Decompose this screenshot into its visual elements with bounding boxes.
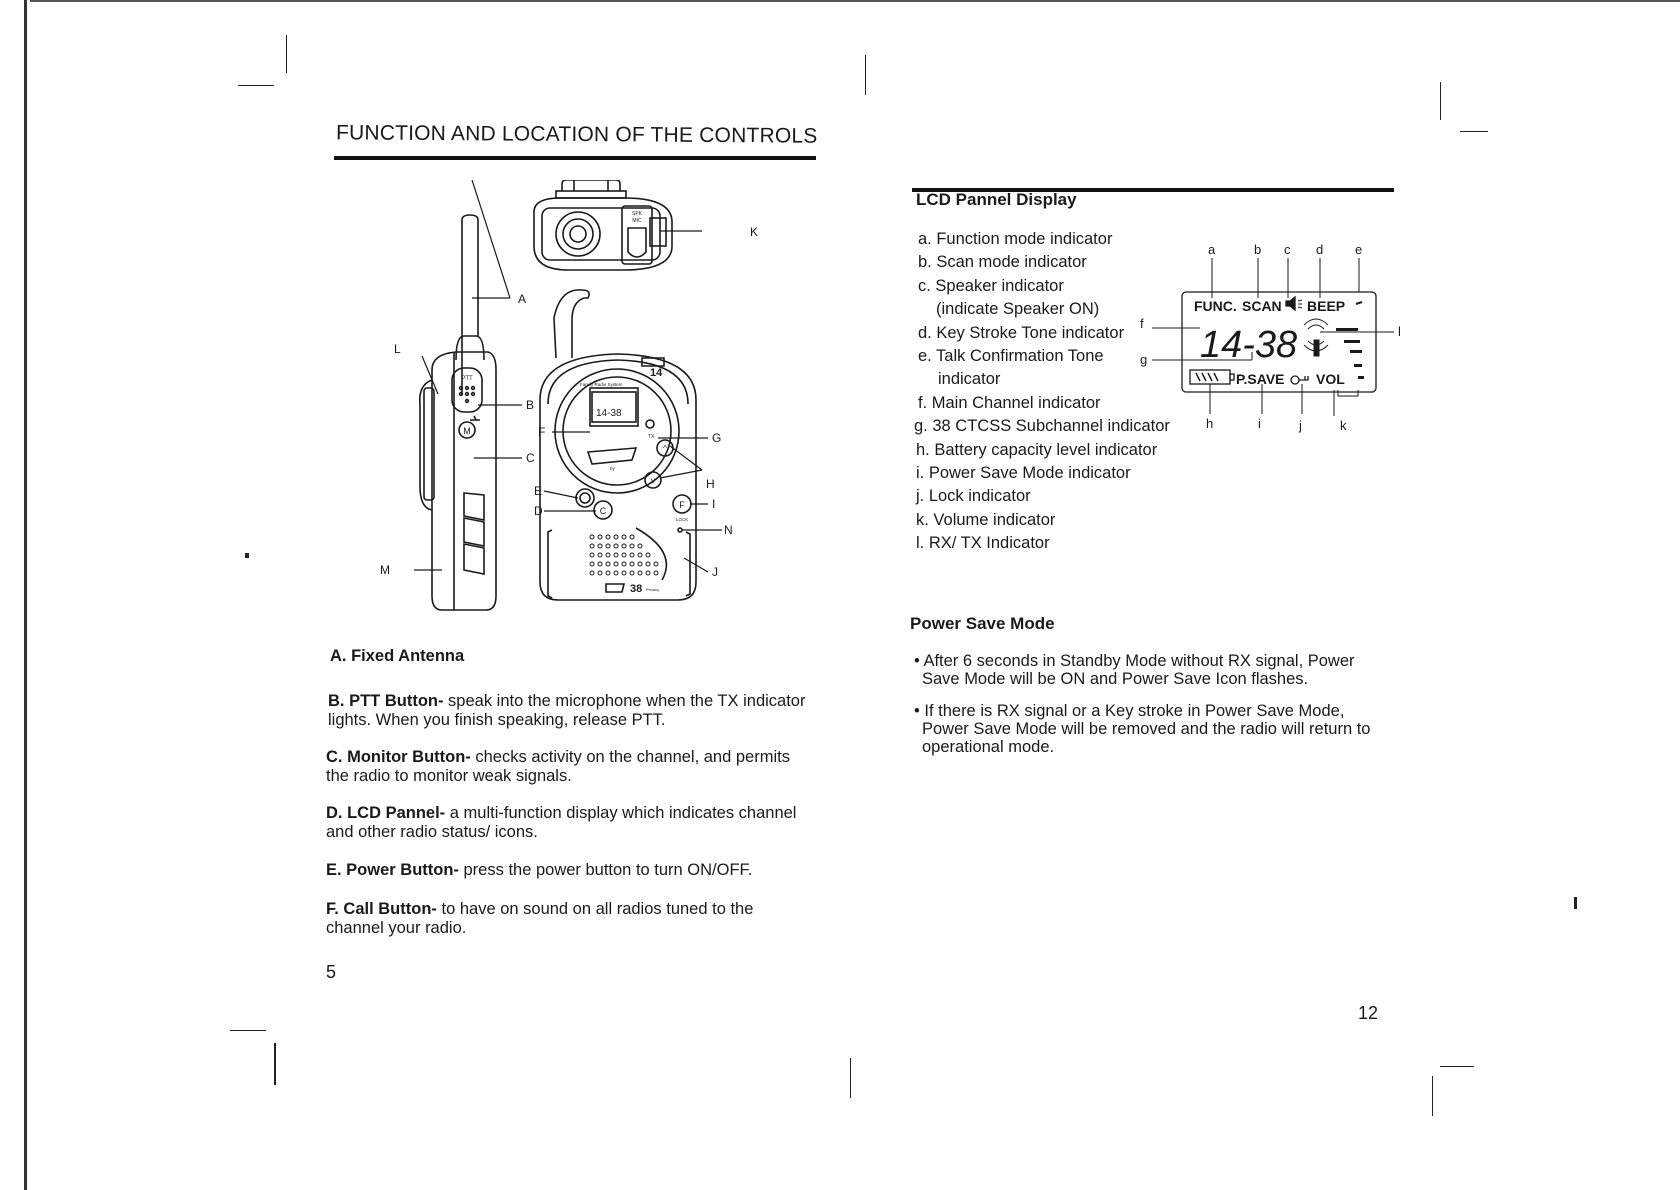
radio-m-button: M <box>463 426 471 436</box>
list-item: k. Volume indicator <box>916 510 1056 529</box>
item-b-label: B. PTT Button- <box>328 692 444 710</box>
callout-m: M <box>380 563 390 577</box>
list-item: indicator <box>938 370 1001 389</box>
item-e-label: E. Power Button- <box>326 861 459 879</box>
item-a-label: A. Fixed Antenna <box>330 647 465 665</box>
radio-top-view <box>534 180 672 270</box>
lcd-rxtx-icon <box>1304 319 1328 356</box>
lcd-lock-icon <box>1291 376 1308 384</box>
crop-mark <box>274 1043 276 1085</box>
lcd-letter-d: d <box>1316 244 1324 257</box>
item-d-label: D. LCD Pannel- <box>326 804 446 822</box>
lcd-beep: BEEP <box>1307 298 1346 314</box>
callout-n: N <box>724 523 733 537</box>
lcd-indicator-list <box>914 228 1170 556</box>
callout-i: I <box>712 497 716 511</box>
list-item: f. Main Channel indicator <box>918 393 1101 412</box>
page-number-right: 12 <box>1358 1003 1379 1023</box>
item-d <box>326 804 806 842</box>
title-rule <box>334 156 816 160</box>
callout-a: A <box>518 292 527 306</box>
radio-diagram <box>360 180 780 640</box>
bullet-text: If there is RX signal or a Key stroke in Power Save Mode, Power Save Mode will be removed and the radio will return to operational mode. <box>922 702 1371 756</box>
lcd-letter-i: i <box>1258 416 1261 431</box>
lcd-diagram <box>1140 244 1410 434</box>
radio-tx-label: TX <box>648 434 655 440</box>
scan-speck <box>1574 897 1577 909</box>
scan-edge-top <box>30 0 1680 2</box>
radio-side-view <box>420 215 496 610</box>
crop-mark <box>238 85 274 86</box>
callout-j: J <box>712 565 718 579</box>
radio-privacy-label: Privacy <box>646 587 660 592</box>
item-f <box>326 900 806 938</box>
radio-front-view <box>540 290 696 600</box>
callout-e: E <box>534 484 543 498</box>
radio-down-button: v <box>651 476 655 485</box>
callout-b: B <box>526 398 535 412</box>
item-e <box>326 861 806 880</box>
lcd-speaker-icon <box>1286 297 1295 310</box>
page-number-left: 5 <box>326 962 337 982</box>
item-e-text: press the power button to turn ON/OFF. <box>458 861 753 879</box>
list-item: c. Speaker indicator <box>918 276 1064 295</box>
callout-k: K <box>750 225 759 239</box>
radio-channels-label: 38 <box>630 583 643 595</box>
callout-c: C <box>526 451 535 465</box>
radio-lcd-digits: 14-38 <box>596 408 622 419</box>
item-d-text: a multi-function display which indicates channel and other radio status/ icons. <box>326 804 797 841</box>
lcd-letter-b: b <box>1254 244 1262 257</box>
radio-spk-label: SPK <box>631 211 643 217</box>
list-item: b. Scan mode indicator <box>918 253 1087 272</box>
lcd-letter-j: j <box>1299 418 1302 433</box>
list-item: g. 38 CTCSS Subchannel indicator <box>914 417 1170 436</box>
lcd-func: FUNC. <box>1194 298 1237 314</box>
lcd-letter-k: k <box>1340 418 1347 433</box>
item-b-text: speak into the microphone when the TX indicator lights. When you finish speaking, release PTT. <box>328 692 806 729</box>
speaker-grille <box>590 535 658 575</box>
radio-mic-label: MIC <box>632 218 642 224</box>
item-c-label: C. Monitor Button- <box>326 748 471 766</box>
item-f-text: to have on sound on all radios tuned to the channel your radio. <box>326 900 754 937</box>
radio-model-label: 14 <box>650 367 663 379</box>
scan-speck <box>245 553 249 558</box>
radio-lock-label: LOCK <box>676 517 689 522</box>
bullet-icon: • <box>914 652 924 670</box>
crop-mark <box>1440 82 1441 120</box>
crop-mark <box>286 35 287 73</box>
radio-ptt-label: PTT <box>461 376 473 382</box>
lcd-digits: 14-38 <box>1200 324 1298 366</box>
callout-h: H <box>706 477 715 491</box>
lcd-heading: LCD Pannel Display <box>916 190 1077 209</box>
item-b <box>328 692 808 730</box>
radio-frs-label: Family Radio System <box>580 382 623 387</box>
scan-edge-left <box>24 0 27 1190</box>
radio-f-label: F <box>679 500 685 510</box>
item-c <box>326 748 806 786</box>
lcd-letter-f: f <box>1140 316 1144 331</box>
list-item: i. Power Save Mode indicator <box>916 464 1131 483</box>
crop-mark <box>1460 131 1488 132</box>
page-title: FUNCTION AND LOCATION OF THE CONTROLS <box>335 121 818 148</box>
bullet-text: After 6 seconds in Standby Mode without RX signal, Power Save Mode will be ON and Power Save Icon flashes. <box>922 652 1355 688</box>
crop-mark <box>850 1058 851 1098</box>
item-a <box>330 647 810 666</box>
list-item: d. Key Stroke Tone indicator <box>918 323 1125 342</box>
list-item: h. Battery capacity level indicator <box>916 440 1158 459</box>
list-item: a. Function mode indicator <box>918 230 1113 248</box>
item-c-text: checks activity on the channel, and permits the radio to monitor weak signals. <box>326 748 790 785</box>
radio-brand-label: by <box>610 466 615 471</box>
list-item: j. Lock indicator <box>916 487 1031 506</box>
power-save-bullet-2 <box>914 702 1392 756</box>
callout-f: F <box>538 425 546 439</box>
lcd-scan: SCAN <box>1242 298 1282 314</box>
list-item: l. RX/ TX Indicator <box>916 534 1050 553</box>
item-f-label: F. Call Button- <box>326 900 437 918</box>
lcd-psave: P.SAVE <box>1236 371 1285 387</box>
lcd-letter-g: g <box>1140 352 1148 367</box>
lcd-letter-c: c <box>1284 244 1291 257</box>
radio-up-button: ^ <box>663 444 667 453</box>
list-item: e. Talk Confirmation Tone <box>918 347 1104 366</box>
power-save-bullet-1 <box>914 652 1392 688</box>
radio-call-label: C <box>599 506 607 516</box>
callout-d: D <box>534 504 543 518</box>
bullet-icon: • <box>914 702 925 720</box>
callout-g: G <box>712 431 722 445</box>
lcd-letter-h: h <box>1206 416 1214 431</box>
lcd-letter-l: l <box>1398 324 1401 339</box>
lcd-letter-e: e <box>1355 244 1363 257</box>
power-save-heading: Power Save Mode <box>910 614 1055 633</box>
list-item: (indicate Speaker ON) <box>936 300 1100 319</box>
crop-mark <box>1432 1076 1433 1116</box>
lcd-vol: VOL <box>1316 371 1345 387</box>
crop-mark <box>230 1030 266 1031</box>
callout-l: L <box>394 342 401 356</box>
callout-letters <box>380 225 758 579</box>
lcd-letter-a: a <box>1208 244 1216 257</box>
crop-mark <box>1440 1066 1474 1067</box>
crop-mark <box>865 55 866 95</box>
